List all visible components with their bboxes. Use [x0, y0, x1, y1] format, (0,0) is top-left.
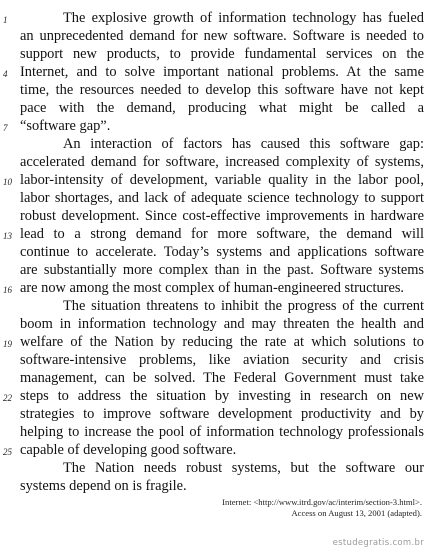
text-line: robust development. Since cost-effective improvements in hardware — [20, 208, 424, 224]
text-line: systems depend on is fragile. — [20, 478, 187, 494]
text-line: “software gap”. — [20, 118, 111, 134]
text-line: time, the resources needed to develop this software have not kept — [20, 82, 424, 98]
line-number: 25 — [3, 447, 12, 457]
text-line: an unprecedented demand for new software. Software is needed to — [20, 28, 424, 44]
text-line: continue to accelerate. Today’s systems and applications software — [20, 244, 424, 260]
line-number: 10 — [3, 177, 12, 187]
text-line: An interaction of factors has caused this software gap: — [63, 136, 424, 152]
text-line: welfare of the Nation by reducing the rate at which solutions to — [20, 334, 424, 350]
watermark: estudegratis.com.br — [332, 538, 424, 548]
text-line: labor-intensity of development, variable quality in the labor pool, — [20, 172, 424, 188]
line-number: 16 — [3, 285, 12, 295]
text-line: boom in information technology and may threaten the health and — [20, 316, 424, 332]
text-line: steps to address the situation by investing in research on new — [20, 388, 424, 404]
line-number: 22 — [3, 393, 12, 403]
text-line: The Nation needs robust systems, but the software our — [63, 460, 424, 476]
line-number: 4 — [3, 69, 8, 79]
text-line: Internet, and to solve important national problems. At the same — [20, 64, 424, 80]
source-citation-date: Access on August 13, 2001 (adapted). — [291, 508, 422, 518]
text-line: management, can be solved. The Federal Government must take — [20, 370, 424, 386]
text-line: pace with the demand, producing what might be called a — [20, 100, 424, 116]
line-number: 19 — [3, 339, 12, 349]
text-line: lead to a strong demand for more software, the demand will — [20, 226, 424, 242]
text-line: strategies to improve software development productivity and by — [20, 406, 424, 422]
text-line: The explosive growth of information technology has fueled — [63, 10, 424, 26]
source-citation-url: Internet: <http://www.itrd.gov/ac/interim/section-3.html>. — [222, 497, 422, 507]
text-line: The situation threatens to inhibit the progress of the current — [63, 298, 424, 314]
text-line: are now among the most complex of human-engineered structures. — [20, 280, 405, 296]
line-number: 13 — [3, 231, 12, 241]
text-line: labor shortages, and lack of adequate science technology to support — [20, 190, 424, 206]
line-number: 7 — [3, 123, 8, 133]
text-line: helping to increase the pool of information technology professionals — [20, 424, 424, 440]
text-line: support new products, to provide fundamental services on the — [20, 46, 424, 62]
text-line: are substantially more complex than in the past. Software systems — [20, 262, 424, 278]
text-line: accelerated demand for software, increased complexity of systems, — [20, 154, 424, 170]
text-line: capable of developing good software. — [20, 442, 237, 458]
text-line: software-intensive problems, like aviation security and crisis — [20, 352, 424, 368]
line-number: 1 — [3, 15, 8, 25]
